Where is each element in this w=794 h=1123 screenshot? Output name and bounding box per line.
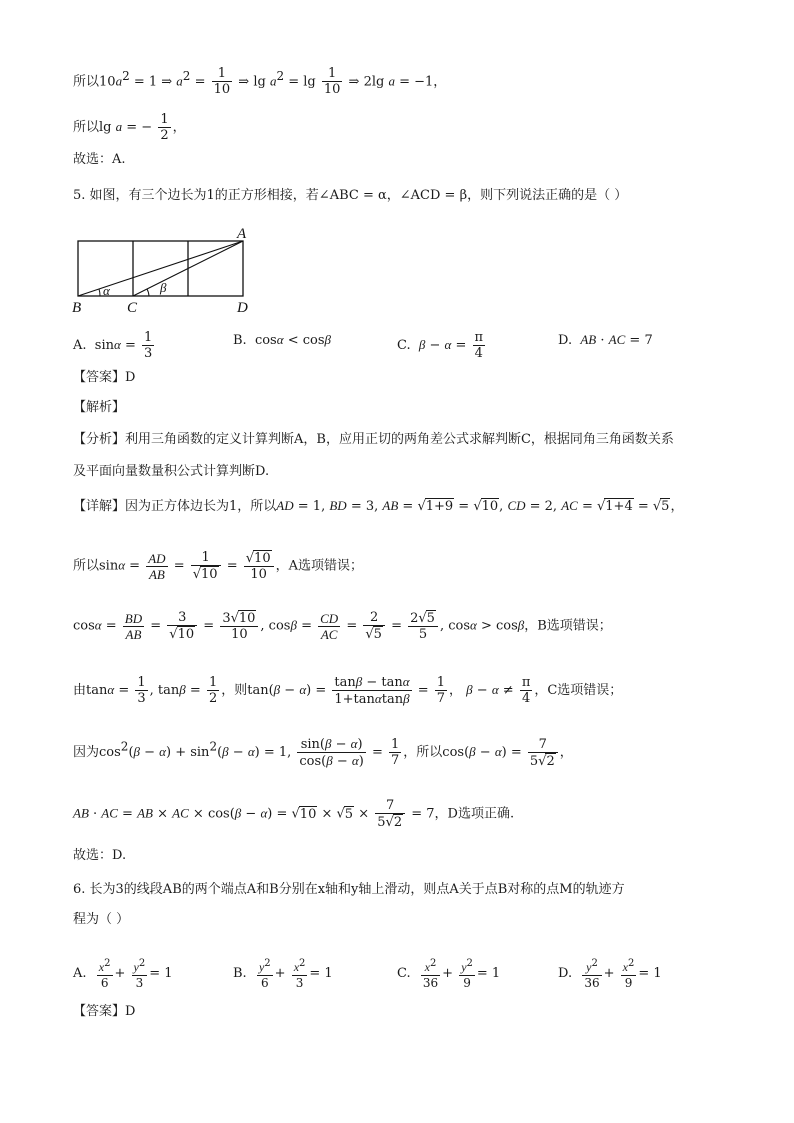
q5-option-d: D. AB · AC = 7 [558, 332, 653, 348]
fraction: $\frac{\tan\beta - \tan\alpha}{1+\tan\alpha\tan\beta}$ [334, 674, 410, 707]
label-a: A [237, 226, 247, 242]
label-beta: β [160, 280, 167, 295]
fraction: $\frac{1}{7}$ [391, 737, 400, 768]
q6-stem-2: 程为（ ） [73, 912, 130, 927]
fraction: $\frac{1}{3}$ [144, 330, 153, 361]
fraction: $\frac{x^2}{36}$ [422, 958, 439, 990]
answer-value: D [125, 370, 136, 385]
text: 所以 [73, 74, 100, 90]
text: ，C选项错误； [534, 683, 623, 698]
q6-stem-1: 6. 长为3的线段AB的两个端点A和B分别在x轴和y轴上滑动，则点A关于点B对称的点M的轨迹方 [73, 882, 625, 897]
option-letter: D. [558, 966, 573, 981]
fraction: $\frac{1}{√10}$ [191, 550, 221, 582]
fraction: $\frac{1}{2}$ [160, 112, 169, 143]
q5-option-b: B. cosα < cosβ [233, 332, 331, 348]
fraction: $\frac{2√5}{5}$ [408, 610, 438, 642]
fraction: $\frac{√10}{10}$ [244, 550, 274, 582]
fenxi-tag: 【分析】 [73, 432, 126, 447]
q5-figure [66, 224, 266, 316]
option-letter: D. [558, 333, 573, 348]
fraction: $\frac{1}{7}$ [436, 675, 446, 706]
q5-answer [73, 368, 135, 388]
text: 所以 [73, 558, 100, 574]
answer-value: D [125, 1004, 136, 1019]
fraction: $\frac{\pi}{4}$ [474, 330, 484, 361]
option-letter: A. [73, 338, 87, 353]
q5-option-a: A. sinα = $\frac{1}{3}$ [73, 330, 153, 361]
fraction: $\frac{3√10}{10}$ [220, 610, 258, 642]
fraction: $\frac{AD}{AB}$ [148, 550, 166, 582]
detail-tag: 【详解】 [73, 499, 126, 514]
text: 所以 [73, 120, 100, 135]
q6-option-b: B. $\frac{y^2}{6}$ + $\frac{x^2}{3}$ = 1 [233, 958, 333, 990]
option-letter: B. [233, 966, 247, 981]
q6-option-d: D. $\frac{y^2}{36}$ + $\frac{x^2}{9}$ = 1 [558, 958, 662, 990]
prev-line-1: 所以$10a^2 = 1$ ⇒ $a^2$ = $\frac{1}{10}$ ⇒ $\lg a^2 = \lg$ $\frac{1}{10}$ ⇒ 2lg a = −1， [73, 66, 447, 98]
fraction: $\frac{2}{√5}$ [363, 610, 385, 642]
label-alpha: α [103, 283, 110, 298]
text: ，D选项正确. [434, 806, 515, 822]
q5-analysis-tag: 【解析】 [73, 400, 126, 415]
fraction: $\frac{x^2}{6}$ [98, 958, 111, 990]
text: ，则 [221, 683, 248, 698]
fraction: $\frac{y^2}{36}$ [584, 958, 600, 990]
q5-conclusion: 故选：D. [73, 848, 127, 863]
fraction: $\frac{x^2}{9}$ [622, 958, 635, 990]
option-letter: C. [397, 338, 411, 353]
fraction: $\frac{\sin(\beta - \alpha)}{\cos(\beta - \alpha)}$ [299, 736, 364, 769]
fraction: $\frac{y^2}{3}$ [133, 958, 146, 990]
text: 由 [73, 683, 87, 698]
prev-line-2: 所以lg a = − $\frac{1}{2}$ ， [73, 112, 186, 143]
fraction: $\frac{y^2}{6}$ [258, 958, 271, 990]
answer-tag: 【答案】 [73, 370, 126, 385]
q6-option-a: A. $\frac{x^2}{6}$ + $\frac{y^2}{3}$ = 1 [73, 958, 173, 990]
q5-step-identity: 因为$\cos^2(\beta - \alpha) + \sin^2(\beta - \alpha) = 1$, $\frac{\sin(\beta - \alpha)}{\cos(\beta - \alpha)}$ = $\frac{1}{7}$ ，所以cos(β − α) = $\frac{7}{5√2}$ ， [73, 736, 573, 769]
option-letter: A. [73, 966, 87, 981]
option-letter: C. [397, 966, 411, 981]
text: 因为正方体边长为1，所以 [125, 499, 277, 514]
fraction: $\frac{BD}{AB}$ [124, 610, 143, 642]
fraction: $\frac{1}{10}$ [323, 66, 341, 98]
fraction: $\frac{\pi}{4}$ [521, 675, 531, 706]
fraction: $\frac{1}{2}$ [208, 675, 218, 706]
q6-answer [73, 1002, 135, 1022]
fraction: $\frac{x^2}{3}$ [293, 958, 306, 990]
fraction: $\frac{1}{10}$ [213, 66, 231, 98]
text: ，所以 [403, 745, 443, 760]
q5-step-cos: cosα = $\frac{BD}{AB}$ = $\frac{3}{√10}$ = $\frac{3√10}{10}$ , cosβ = $\frac{CD}{AC}$ = $\frac{2}{√5}$ = $\frac{2√5}{5}$ , cosα > cosβ，B选项错误； [73, 610, 612, 642]
prev-line-3: 故选：A. [73, 152, 126, 167]
q5-fenxi-1 [73, 430, 674, 450]
q5-step-tan: 由tanα = $\frac{1}{3}$ , tanβ = $\frac{1}{2}$ ，则tan(β − α) = $\frac{\tan\beta - \tan\alpha}{1+\tan\alpha\tan\beta}$ = $\frac{1}{7}$ ， β − α ≠ $\frac{\pi}{4}$ ，C选项错误； [73, 674, 623, 707]
fraction: $\frac{1}{3}$ [137, 675, 146, 706]
q5-step-sin: 所以sinα = $\frac{AD}{AB}$ = $\frac{1}{√10}$ = $\frac{√10}{10}$ ，A选项错误； [73, 550, 363, 582]
fraction: $\frac{7}{5√2}$ [528, 737, 558, 769]
answer-tag: 【答案】 [73, 1004, 126, 1019]
label-b: B [72, 300, 82, 316]
text: 因为 [73, 745, 100, 760]
label-c: C [127, 300, 138, 316]
q6-option-c: C. $\frac{x^2}{36}$ + $\frac{y^2}{9}$ = 1 [397, 958, 501, 990]
q5-stem: 5. 如图，有三个边长为1的正方形相接，若∠ABC = α，∠ACD = β，则下列说法正确的是（ ） [73, 188, 628, 203]
fraction: $\frac{y^2}{9}$ [461, 958, 473, 990]
q5-option-c: C. β − α = $\frac{\pi}{4}$ [397, 330, 484, 361]
q5-detail-1: 【详解】因为正方体边长为1，所以AD = 1, BD = 3, AB = √1+9 = √10, CD = 2, AC = √1+4 = √5， [73, 498, 684, 514]
fraction: $\frac{3}{√10}$ [167, 610, 197, 642]
q5-fenxi-2: 及平面向量数量积公式计算判断D. [73, 464, 270, 479]
text: ，B选项错误； [524, 618, 612, 634]
label-d: D [237, 300, 248, 316]
fraction: $\frac{CD}{AC}$ [320, 610, 339, 642]
q5-step-dot: AB · AC = AB × AC × cos(β − α) = √10 × √5 × $\frac{7}{5√2}$ = 7，D选项正确. [73, 798, 515, 830]
fraction: $\frac{7}{5√2}$ [375, 798, 405, 830]
text: 利用三角函数的定义计算判断A，B，应用正切的两角差公式求解判断C，根据同角三角函数关系 [125, 432, 674, 447]
option-letter: B. [233, 333, 247, 348]
text: ，A选项错误； [275, 558, 363, 574]
